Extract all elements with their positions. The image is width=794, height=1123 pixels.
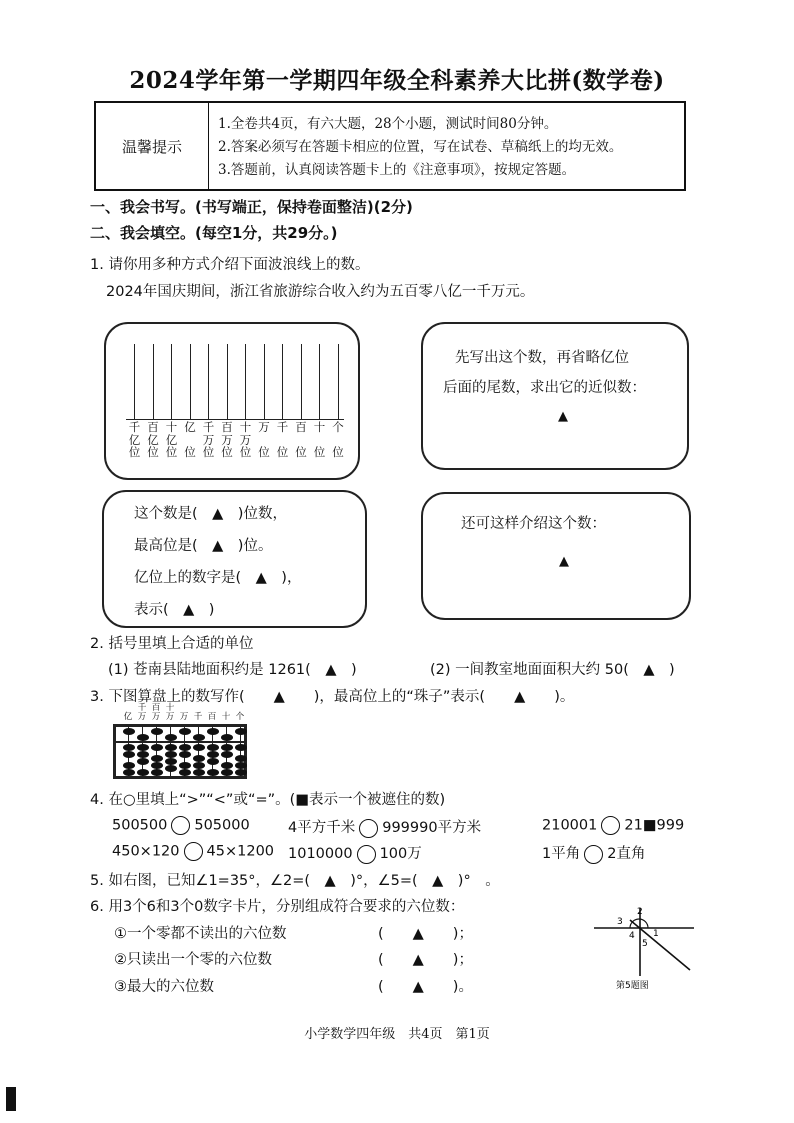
comparison-item [288, 816, 481, 838]
angle-label-5: 5 [642, 939, 648, 949]
abacus-bead [193, 744, 205, 751]
place-label: 千 万 位 [202, 420, 215, 459]
abacus-bead [221, 769, 233, 776]
comparison-left: 500500 [112, 817, 168, 834]
other-intro-box [421, 492, 691, 620]
q6-item-label: ②只读出一个零的六位数 [114, 952, 272, 968]
answer-marker: ▲ [559, 554, 569, 569]
abacus-bead [137, 751, 149, 758]
abacus-bead [151, 744, 163, 751]
place-label: 十 亿 位 [165, 420, 178, 459]
abacus-bead [179, 744, 191, 751]
page-footer: 小学数学四年级 共4页 第1页 [304, 1027, 490, 1042]
counting-rod [264, 344, 265, 420]
counting-rod [208, 344, 209, 420]
page-title: 2024学年第一学期四年级全科素养大比拼(数学卷) [129, 67, 665, 94]
q6-item-label: ③最大的六位数 [114, 979, 214, 995]
place-label: 百 亿 位 [147, 420, 159, 459]
abacus-label: 千 [193, 712, 203, 722]
abacus-bead [179, 751, 191, 758]
angle-label-1: 1 [653, 929, 659, 939]
abacus-bead [123, 769, 135, 776]
abacus-label: 百 [207, 712, 217, 722]
abacus-bead [207, 758, 219, 765]
comparison-right: 2直角 [607, 846, 646, 862]
comparison-left: 1平角 [542, 846, 581, 862]
comparison-item [112, 816, 250, 835]
compare-circle[interactable] [357, 845, 376, 864]
angle-label-2: 2 [637, 907, 643, 917]
place-label: 个 位 [332, 420, 344, 459]
counting-rod [338, 344, 339, 420]
q2-part-b: (2) 一间教室地面面积大约 50( ▲ ) [430, 662, 675, 678]
abacus-bead [165, 751, 177, 758]
compare-circle[interactable] [171, 816, 190, 835]
section-1-heading: 一、我会书写。(书写端正，保持卷面整洁)(2分) [90, 198, 413, 216]
place-label: 千 亿 位 [128, 420, 141, 459]
abacus-bead [137, 734, 149, 741]
angle-label-3: 3 [617, 917, 623, 927]
abacus-bead [221, 762, 233, 769]
abacus-bead [165, 734, 177, 741]
abacus-bead [123, 744, 135, 751]
approx-line-2: 后面的尾数，求出它的近似数： [443, 380, 646, 396]
place-label: 十 位 [313, 420, 326, 459]
abacus-bead [193, 762, 205, 769]
facts-line: 最高位是( ▲ )位。 [134, 538, 273, 554]
counting-rod [171, 344, 172, 420]
place-label: 十 万 位 [239, 420, 252, 459]
section-2-heading: 二、我会填空。(每空1分，共29分。) [90, 224, 338, 242]
abacus [113, 724, 247, 779]
abacus-bead [235, 728, 247, 735]
abacus-bead [151, 762, 163, 769]
angle-label-4: 4 [629, 931, 635, 941]
counting-rod [245, 344, 246, 420]
abacus-label: 百 万 [151, 703, 161, 722]
tips-line: 2.答案必须写在答题卡相应的位置，写在试卷、草稿纸上的均无效。 [218, 139, 623, 155]
figure-caption: 第5题图 [616, 981, 649, 990]
counting-rod [134, 344, 135, 420]
comparison-right: 999990平方米 [382, 820, 482, 836]
abacus-bead [179, 762, 191, 769]
abacus-bead [235, 744, 247, 751]
abacus-label: 亿 [123, 712, 133, 722]
comparison-left: 1010000 [288, 846, 353, 862]
q4-prompt: 4. 在○里填上“>”“<”或“=”。(■表示一个被遮住的数) [90, 792, 446, 808]
tips-lines [218, 113, 622, 182]
abacus-bead [193, 734, 205, 741]
tips-box [94, 101, 686, 191]
place-label: 千 位 [276, 420, 289, 459]
abacus-bead [207, 728, 219, 735]
comparison-item [542, 816, 684, 835]
abacus-bead [123, 762, 135, 769]
abacus-bead [193, 755, 205, 762]
counting-rod [227, 344, 228, 420]
answer-marker: ▲ [558, 409, 568, 424]
comparison-left: 210001 [542, 817, 598, 834]
compare-circle[interactable] [601, 816, 620, 835]
tips-label: 温馨提示 [96, 103, 209, 189]
comparison-right: 45×1200 [206, 843, 275, 860]
q6-item-answer: ( ▲ )。 [378, 979, 473, 995]
comparison-item [112, 842, 274, 861]
q2-prompt: 2. 括号里填上合适的单位 [90, 636, 254, 652]
q6-item-answer: ( ▲ )； [378, 926, 473, 942]
abacus-bead [165, 744, 177, 751]
place-value-board [104, 322, 360, 480]
place-label: 万 位 [258, 420, 270, 459]
q5-text: 5. 如右图，已知∠1=35°，∠2=( ▲ )°，∠5=( ▲ )° 。 [90, 873, 500, 889]
approx-line-1: 先写出这个数，再省略亿位 [455, 350, 629, 366]
other-intro-text: 还可这样介绍这个数： [461, 516, 606, 532]
q6-prompt: 6. 用3个6和3个0数字卡片，分别组成符合要求的六位数： [90, 899, 465, 915]
comparison-item [542, 842, 645, 864]
tips-line: 1.全卷共4页，有六大题，28个小题，测试时间80分钟。 [218, 116, 558, 132]
facts-line: 表示( ▲ ) [134, 602, 215, 618]
comparison-right: 21■999 [624, 817, 685, 834]
counting-rod [282, 344, 283, 420]
place-label: 亿 位 [184, 420, 196, 459]
comparison-left: 450×120 [112, 843, 180, 860]
abacus-bead [193, 769, 205, 776]
abacus-bead [235, 755, 247, 762]
abacus-bead [221, 734, 233, 741]
q2-part-a: (1) 苍南县陆地面积约是 1261( ▲ ) [108, 662, 357, 678]
abacus-label: 千 万 [137, 703, 147, 722]
abacus-beam [116, 741, 244, 743]
abacus-bead [123, 728, 135, 735]
abacus-label: 十 [221, 712, 231, 722]
abacus-bead [235, 769, 247, 776]
compare-circle[interactable] [184, 842, 203, 861]
abacus-bead [137, 744, 149, 751]
abacus-bead [179, 769, 191, 776]
q6-item-label: ①一个零都不读出的六位数 [114, 926, 287, 942]
q6-item-answer: ( ▲ )； [378, 952, 473, 968]
facts-line: 亿位上的数字是( ▲ )， [134, 570, 302, 586]
q3-text: 3. 下图算盘上的数写作( ▲ )，最高位上的“珠子”表示( ▲ )。 [90, 689, 575, 705]
abacus-bead [179, 728, 191, 735]
q1-prompt: 1. 请你用多种方式介绍下面波浪线上的数。 [90, 257, 370, 273]
counting-rod [301, 344, 302, 420]
facts-line: 这个数是( ▲ )位数， [134, 506, 287, 522]
compare-circle[interactable] [359, 819, 378, 838]
abacus-bead [235, 762, 247, 769]
abacus-bead [123, 751, 135, 758]
counting-rod [153, 344, 154, 420]
abacus-bead [137, 758, 149, 765]
abacus-bead [151, 755, 163, 762]
abacus-bead [151, 728, 163, 735]
abacus-bead [165, 758, 177, 765]
place-label: 百 位 [295, 420, 307, 459]
abacus-bead [151, 769, 163, 776]
q5-angle-figure [590, 900, 700, 990]
abacus-bead [207, 744, 219, 751]
abacus-bead [165, 765, 177, 772]
compare-circle[interactable] [584, 845, 603, 864]
comparison-item [288, 842, 422, 864]
comparison-right: 505000 [194, 817, 250, 834]
number-facts-box [102, 490, 367, 628]
abacus-label: 十 万 [165, 703, 175, 722]
abacus-bead [221, 744, 233, 751]
comparison-right: 100万 [379, 846, 422, 862]
place-label: 百 万 位 [221, 420, 233, 459]
abacus-bead [137, 769, 149, 776]
abacus-label: 万 [179, 712, 189, 722]
approx-box [421, 322, 689, 470]
abacus-bead [221, 751, 233, 758]
tips-line: 3.答题前，认真阅读答题卡上的《注意事项》，按规定答题。 [218, 162, 576, 178]
counting-rod [190, 344, 191, 420]
abacus-label: 个 [235, 712, 245, 722]
scan-mark [6, 1087, 16, 1111]
q1-statement: 2024年国庆期间，浙江省旅游综合收入约为五百零八亿一千万元。 [106, 284, 535, 300]
comparison-left: 4平方千米 [288, 820, 356, 836]
abacus-bead [207, 751, 219, 758]
counting-rod [319, 344, 320, 420]
abacus-bead [207, 769, 219, 776]
